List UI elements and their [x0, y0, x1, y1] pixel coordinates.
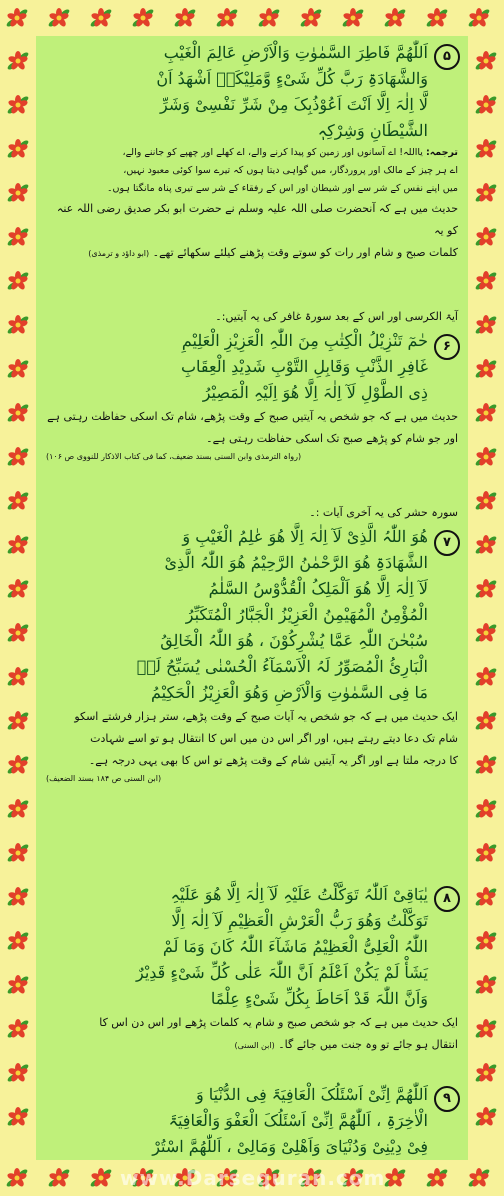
watermark: www.Darsequran.com	[120, 1166, 386, 1190]
arabic-line: یَشَأْ لَمْ یَکُنْ اَعْلَمُ اَنَّ اللّٰہَ عَلٰی کُلِّ شَیْءٍ قَدِیْرٌ	[136, 963, 428, 982]
translation-line: میں اپنے نفس کے شر سے اور شیطان اور اس کے رفقاء کے شر سے تیری پناہ مانگتا ہوں۔	[106, 183, 458, 194]
arabic-line: وَالشَّھَادَۃِ رَبَّ کُلِّ شَیْءٍ وَّمَلِیْکَہٗ اَشْھَدُ اَنْ	[156, 69, 428, 88]
flower-icon	[7, 226, 29, 248]
section-6	[36, 306, 468, 464]
flower-icon	[7, 622, 29, 644]
flower-icon	[475, 798, 497, 820]
section-number: ۶	[434, 334, 460, 360]
flower-icon	[475, 622, 497, 644]
flower-icon	[475, 842, 497, 864]
flower-icon	[6, 1167, 28, 1189]
flower-icon	[48, 7, 70, 29]
section-5	[36, 40, 468, 265]
flower-icon	[7, 710, 29, 732]
flower-icon	[7, 138, 29, 160]
hadith-text: انتقال ہو جائے تو وہ جنت میں جائے گا۔	[278, 1038, 458, 1051]
arabic-line: الشَّیْطَانِ وَشِرْکِہٖ	[317, 121, 428, 140]
flower-icon	[7, 270, 29, 292]
section-intro: سورہ حشر کی یہ آخری آیات :۔	[309, 506, 458, 519]
flower-icon	[90, 7, 112, 29]
flower-icon	[7, 666, 29, 688]
flower-icon	[475, 270, 497, 292]
hadith-line: حدیث میں ہے کہ آنحضرت صلی اللہ علیہ وسلم نے حضرت ابو بکر صدیق رضی اللہ عنہ کو یہ	[56, 202, 458, 237]
flower-icon	[475, 1062, 497, 1084]
flower-icon	[300, 7, 322, 29]
arabic-line: اللّٰہُ الْعَلِیُّ الْعَظِیْمُ مَاشَآءَ اللّٰہُ کَانَ وَمَا لَمْ	[162, 937, 428, 956]
flower-icon	[7, 446, 29, 468]
flower-icon	[475, 94, 497, 116]
flower-icon	[475, 930, 497, 952]
flower-icon	[7, 798, 29, 820]
translation-label: ترجمہ:	[425, 147, 458, 158]
section-8	[36, 882, 468, 1057]
flower-icon	[90, 1167, 112, 1189]
section-number: ۸	[434, 886, 460, 912]
flower-icon	[475, 1018, 497, 1040]
flower-icon	[7, 886, 29, 908]
arabic-line: اَللّٰھُمَّ اِنِّیْ اَسْئَلُکَ الْعَافِیَۃَ فِی الدُّنْیَا وَ	[195, 1085, 428, 1104]
hadith-line: اور جو شام کو پڑھے صبح تک اسکی حفاظت رہتی ہے۔	[206, 432, 458, 445]
flower-icon	[258, 7, 280, 29]
flower-icon	[7, 842, 29, 864]
flower-icon	[384, 7, 406, 29]
reference: (ابو داؤد و ترمذی)	[88, 249, 150, 258]
arabic-line: اَللّٰھُمَّ فَاطِرَ السَّمٰوٰتِ وَالْاَرْضِ عَالِمَ الْغَیْبِ	[163, 43, 428, 62]
flower-icon	[475, 534, 497, 556]
flower-icon	[426, 1167, 448, 1189]
translation	[36, 144, 468, 162]
section-7	[36, 502, 468, 786]
flower-icon	[475, 182, 497, 204]
flower-icon	[7, 358, 29, 380]
hadith-line	[36, 242, 468, 265]
flower-icon	[7, 930, 29, 952]
section-intro: آیۃ الکرسی اور اس کے بعد سورۃ غافر کی یہ آیتیں:۔	[215, 310, 458, 323]
arabic-line: مَا فِی السَّمٰوٰتِ وَالْاَرْضِ وَھُوَ الْعَزِیْزُ الْحَکِیْمُ	[150, 683, 428, 702]
flower-icon	[7, 534, 29, 556]
translation-line: یااللہ! اے آسانوں اور زمین کو پیدا کرنے والے، اے کھلے اور چھپے کو جاننے والے،	[122, 147, 423, 158]
flower-icon	[475, 314, 497, 336]
section-number: ۹	[434, 1086, 460, 1112]
hadith-line: ایک حدیث میں ہے کہ جو شخص یہ آیات صبح کے وقت پڑھے، ستر ہزار فرشتے اسکو	[74, 710, 458, 723]
reference: (ابن السنی ص ۱۸۴ بسند الضعیف)	[46, 774, 162, 783]
arabic-line: الشَّھَادَۃِ ھُوَ الرَّحْمٰنُ الرَّحِیْمُ ھُوَ اللّٰہُ الَّذِیْ	[164, 553, 428, 572]
flower-icon	[475, 666, 497, 688]
flower-icon	[174, 7, 196, 29]
content-panel	[36, 36, 468, 1160]
flower-icon	[475, 402, 497, 424]
flower-icon	[475, 446, 497, 468]
hadith-line: حدیث میں ہے کہ جو شخص یہ آیتیں صبح کے وقت پڑھے، شام تک اسکی حفاظت رہتی ہے	[47, 410, 458, 423]
hadith-line: کا درجہ ملتا ہے اور اگر یہ آیتیں شام کے وقت پڑھے تو اس کا بھی یہی درجہ ہے۔	[88, 754, 458, 767]
arabic-line: لَّا اِلٰہَ اِلَّا اَنْتَ اَعُوْذُبِکَ مِنْ شَرِّ نَفْسِیْ وَشَرِّ	[160, 95, 428, 114]
flower-icon	[6, 7, 28, 29]
arabic-line: الْمُؤْمِنُ الْمُھَیْمِنُ الْعَزِیْزُ الْجَبَّارُ الْمُتَکَبِّرُ	[185, 605, 428, 624]
flower-icon	[7, 490, 29, 512]
arabic-line: لَآ اِلٰہَ اِلَّا ھُوَ اَلْمَلِکُ الْقُدُّوْسُ السَّلٰمُ	[208, 579, 428, 598]
arabic-line: یٰبَاقِیْ اَللّٰہُ تَوَکَّلْتُ عَلَیْہِ لَآ اِلٰہَ اِلَّا ھُوَ عَلَیْہِ	[170, 885, 428, 904]
arabic-line: حٰمٓ تَنْزِیْلُ الْکِتٰبِ مِنَ اللّٰہِ الْعَزِیْزِ الْعَلِیْمِ	[181, 331, 428, 350]
reference: (ابن السنی)	[234, 1041, 275, 1050]
flower-icon	[468, 7, 490, 29]
flower-icon	[7, 50, 29, 72]
flower-icon	[7, 94, 29, 116]
arabic-line: تَوَکَّلْتُ وَھُوَ رَبُّ الْعَرْشِ الْعَظِیْمِ لَآ اِلٰہَ اِلَّا	[171, 911, 428, 930]
hadith-line	[36, 1034, 468, 1057]
arabic-line: ذِی الطَّوْلِ لَآ اِلٰہَ اِلَّا ھُوَ اِلَیْہِ الْمَصِیْرُ	[202, 383, 428, 402]
flower-icon	[342, 7, 364, 29]
flower-icon	[7, 1106, 29, 1128]
flower-icon	[475, 578, 497, 600]
section-number: ۵	[434, 44, 460, 70]
flower-icon	[7, 1062, 29, 1084]
arabic-line: سُبْحٰنَ اللّٰہِ عَمَّا یُشْرِکُوْنَ ، ھُوَ اللّٰہُ الْخَالِقُ	[160, 631, 428, 650]
flower-icon	[475, 358, 497, 380]
arabic-line: الْبَارِئُ الْمُصَوِّرُ لَہُ الْاَسْمَآءُ الْحُسْنٰی یُسَبِّحُ لَہٗ	[136, 657, 428, 676]
flower-icon	[475, 974, 497, 996]
translation-line: اے ہر چیز کے مالک اور پروردگار، میں گواہی دیتا ہوں کہ تیرے سوا کوئی معبود نہیں،	[123, 165, 458, 176]
flower-icon	[7, 754, 29, 776]
flower-icon	[475, 754, 497, 776]
flower-icon	[7, 402, 29, 424]
arabic-line: فِیْ دِیْنِیْ وَدُنْیَایَ وَاَھْلِیْ وَمَالِیْ ، اَللّٰھُمَّ اسْتُرْ	[152, 1137, 428, 1156]
arabic-line: وَاَنَّ اللّٰہَ قَدْ اَحَاطَ بِکُلِّ شَیْءٍ عِلْمًا	[210, 989, 428, 1008]
flower-icon	[426, 7, 448, 29]
flower-icon	[7, 182, 29, 204]
flower-icon	[48, 1167, 70, 1189]
flower-icon	[7, 1018, 29, 1040]
flower-icon	[384, 1167, 406, 1189]
section-9	[36, 1082, 468, 1160]
flower-icon	[132, 7, 154, 29]
flower-icon	[475, 710, 497, 732]
reference: (رواہ الترمذی وابن السنی بسند ضعیف، کما فی کتاب الاذکار للنووی ص ۱۰۶)	[46, 452, 302, 461]
flower-icon	[475, 226, 497, 248]
arabic-line: ھُوَ اللّٰہُ الَّذِیْ لَآ اِلٰہَ اِلَّا ھُوَ عٰلِمُ الْغَیْبِ وَ	[182, 527, 428, 546]
flower-icon	[7, 974, 29, 996]
flower-icon	[475, 886, 497, 908]
hadith-text: کلمات صبح و شام اور رات کو سوتے وقت پڑھنے کیلئے سکھائے تھے۔	[152, 246, 458, 259]
section-number: ۷	[434, 530, 460, 556]
flower-icon	[475, 50, 497, 72]
flower-icon	[216, 7, 238, 29]
hadith-line: شام تک دعا دیتے رہتے ہیں، اور اگر اس دن میں اس کا انتقال ہو تو اسے شہادت	[90, 732, 458, 745]
flower-icon	[475, 1106, 497, 1128]
flower-icon	[7, 578, 29, 600]
arabic-line: الْاٰخِرَۃِ ، اَللّٰھُمَّ اِنِّیْ اَسْئَلُکَ الْعَفْوَ وَالْعَافِیَۃَ	[168, 1111, 428, 1130]
flower-icon	[7, 314, 29, 336]
arabic-line: غَافِرِ الذَّنْبِ وَقَابِلِ التَّوْبِ شَدِیْدِ الْعِقَابِ	[180, 357, 428, 376]
flower-icon	[468, 1167, 490, 1189]
flower-icon	[475, 490, 497, 512]
flower-icon	[475, 138, 497, 160]
hadith-line: ایک حدیث میں ہے کہ جو شخص صبح و شام یہ کلمات پڑھے اور اس دن اس کا	[99, 1016, 458, 1029]
